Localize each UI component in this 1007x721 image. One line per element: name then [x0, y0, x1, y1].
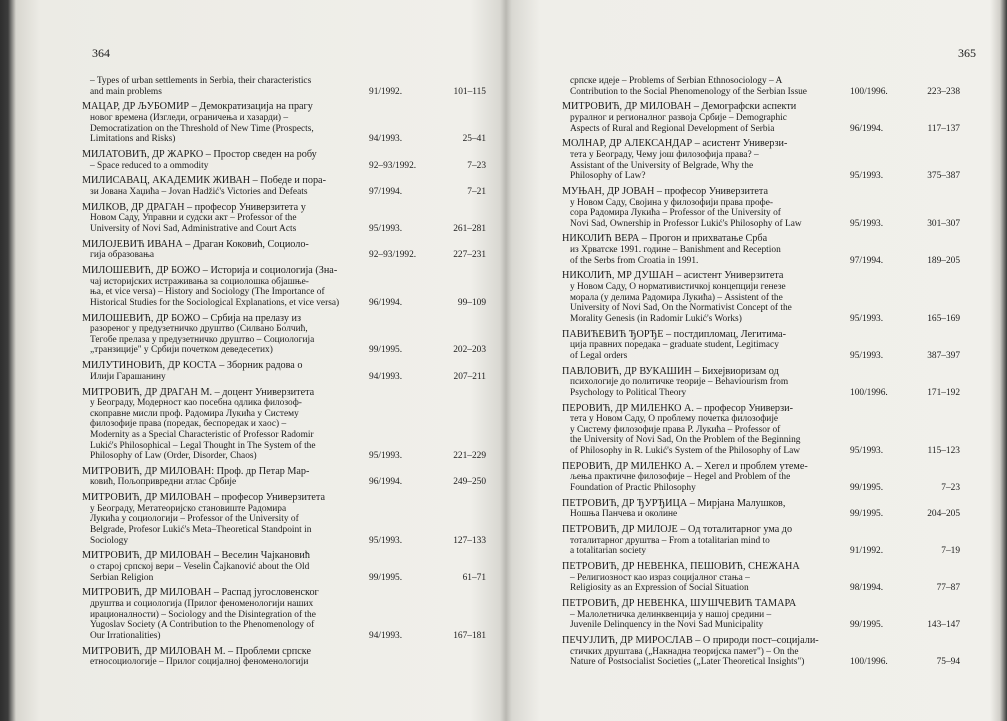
entry-line: у Београду, Модерност као посебна одлика филозоф- [90, 398, 302, 409]
entry-issue: 95/1993. [369, 535, 403, 546]
entry-text [82, 203, 352, 235]
entry-head: МИЛУТИНОВИЋ, ДР КОСТА – Зборник радова о [82, 360, 303, 372]
index-entry [82, 314, 486, 356]
entry-issue: 100/1996. [850, 657, 888, 668]
index-entry [562, 367, 972, 399]
entry-pages: 101–115 [453, 86, 486, 97]
entry-text [562, 599, 832, 631]
entry-text [562, 187, 832, 229]
entry-line: ковић, Пољопривредни атлас Србије [90, 477, 237, 488]
entry-line: Aspects of Rural and Regional Development of Serbia [570, 123, 775, 134]
entry-issue: 99/1995. [369, 572, 403, 583]
entry-line: – Types of urban settlements in Serbia, their characteristics [90, 76, 312, 86]
index-entry [82, 388, 486, 462]
entry-issue: 95/1993. [850, 350, 884, 361]
entry-line: Limitations and Risks) [90, 134, 176, 145]
entry-pages: 167–181 [453, 630, 486, 641]
entry-head: НИКОЛИЋ, МР ДУШАН – асистент Универзитета [562, 270, 784, 282]
entry-head: МИТРОВИЋ, ДР ДРАГАН М. – доцент Универзитета [82, 386, 315, 398]
entry-line: у Новом Саду, О нормативистичкој концепцији генезе [570, 282, 786, 293]
entry-issue: 98/1994. [850, 583, 884, 594]
entry-text [82, 266, 352, 308]
entry-text [562, 562, 832, 594]
entry-head: МИТРОВИЋ, ДР МИЛОВАН – Распад југословенског [82, 587, 319, 599]
entry-head: НИКОЛИЋ ВЕРА – Прогон и прихватање Срба [562, 233, 768, 245]
entry-text [562, 102, 832, 134]
entry-issue: 95/1993. [369, 451, 403, 462]
entry-pages: 202–203 [453, 345, 486, 356]
index-entry [82, 551, 486, 583]
entry-line: ирационалности) – Sociology and the Disintegration of the [90, 609, 316, 620]
entry-pages: 207–211 [453, 371, 486, 382]
entry-head: МИЛОШЕВИЋ, ДР БОЖО – Историја и социологија (Зна- [82, 265, 338, 277]
entry-line: Religiosity as an Expression of Social Situation [570, 583, 749, 594]
index-entry [82, 467, 486, 488]
index-entry [82, 493, 486, 546]
entry-text [562, 404, 832, 457]
entry-head: ПЕТРОВИЋ, ДР ЂУРЂИЦА – Мирјана Малушков, [562, 497, 786, 509]
index-entry [562, 499, 972, 520]
page-number: 365 [958, 46, 976, 60]
index-entry [82, 266, 486, 308]
entry-pages: 75–94 [936, 657, 960, 668]
page-number: 364 [92, 46, 110, 60]
entry-line: „транзиције" у Србији почетком деведесетих) [90, 345, 273, 356]
entry-line: друштва и социологија (Прилог феноменологији наших [90, 598, 314, 609]
entry-line: Contribution to the Social Phenomenology of the Serbian Issue [570, 86, 807, 97]
entry-line: Psychology to Political Theory [570, 387, 687, 398]
index-entry [562, 102, 972, 134]
entry-issue: 99/1995. [850, 509, 884, 520]
entry-pages: 115–123 [927, 445, 960, 456]
entry-line: у Систему филозофије права Р. Лукића – Professor of [570, 424, 781, 435]
entry-head: МИЛКОВ, ДР ДРАГАН – професор Универзитета у [82, 201, 306, 213]
entry-line: Ношња Панчева и околине [570, 509, 678, 520]
entry-line: Our Irrationalities) [90, 630, 161, 641]
index-entry [82, 203, 486, 235]
index-entry [82, 76, 486, 97]
entry-line: – Space reduced to a ommodity [90, 160, 209, 171]
entry-pages: 223–238 [927, 86, 960, 97]
entry-line: a totalitarian society [570, 546, 647, 557]
index-entry [562, 139, 972, 181]
entry-line: разореног у предузетничко друштво (Силвано Болчић, [90, 324, 308, 335]
index-entry [562, 462, 972, 494]
entry-text [82, 647, 352, 668]
entry-line: and main problems [90, 86, 162, 97]
entry-line: Historical Studies for the Sociological Explanations, et vice versa) [90, 297, 340, 308]
entry-text [82, 493, 352, 546]
entry-line: University of Novi Sad, Administrative and Court Acts [90, 223, 297, 234]
entry-head: МИЛОЈЕВИЋ ИВАНА – Драган Коковић, Социоло- [82, 238, 309, 250]
entry-head: МИЛИСАВАЦ, АКАДЕМИК ЖИВАН – Победе и пора- [82, 175, 326, 187]
entry-issue: 100/1996. [850, 86, 888, 97]
entry-head: ПЕРОВИЋ, ДР МИЛЕНКО А. – Хегел и проблем утеме- [562, 460, 808, 472]
entry-issue: 95/1993. [850, 218, 884, 229]
left-page [20, 0, 490, 721]
entry-text [562, 462, 832, 494]
entry-text [82, 150, 352, 171]
entry-line: Тегобе прелаза у предузетничко друштво – Социологија [90, 334, 315, 345]
entry-pages: 7–23 [467, 160, 486, 171]
entry-pages: 25–41 [462, 134, 486, 145]
entry-line: Assistant of the University of Belgrade, Why the [570, 160, 754, 171]
entry-pages: 261–281 [453, 223, 486, 234]
entry-head: МИТРОВИЋ, ДР МИЛОВАН: Проф. др Петар Мар- [82, 465, 310, 477]
entry-line: Lukić's Philosophical – Legal Thought in The System of the [90, 440, 316, 451]
entry-line: Philosophy of Law? [570, 171, 646, 182]
entry-line: Philosophy of Law (Order, Disorder, Chaos) [90, 451, 257, 462]
entry-line: Morality Genesis (in Radomir Lukić's Works) [570, 313, 742, 324]
entry-line: Novi Sad, Ownership in Professor Lukić's Philosophy of Law [570, 218, 802, 229]
entry-text [82, 551, 352, 583]
entry-line: – Малолетничка делинквенција у нашој средини – [570, 609, 772, 620]
entry-text [82, 102, 352, 144]
entry-text [82, 588, 352, 641]
entry-line: of Legal orders [570, 350, 628, 361]
entry-line: Yugoslav Society (A Contribution to the Phenomenology of [90, 620, 315, 631]
entry-head: МИТРОВИЋ, ДР МИЛОВАН – Веселин Чајкановић [82, 550, 310, 562]
entry-line: the University of Novi Sad, On the Problem of the Beginning [570, 435, 801, 446]
entry-line: гија образовања [90, 250, 155, 261]
entry-text [562, 76, 832, 97]
entry-text [82, 361, 352, 382]
entry-issue: 91/1992. [369, 86, 403, 97]
entry-text [82, 76, 352, 97]
entry-line: Sociology [90, 535, 129, 546]
entry-issue: 96/1994. [369, 477, 403, 488]
index-entry [562, 187, 972, 229]
entry-head: ПЕТРОВИЋ, ДР НЕВЕНКА, ШУШЧЕВИЋ ТАМАРА [562, 597, 797, 609]
entry-line: морала (у делима Радомира Лукића) – Assistent of the [570, 292, 783, 303]
index-entry [562, 562, 972, 594]
entry-line: Илији Гарашанину [90, 371, 166, 382]
entry-text [82, 388, 352, 462]
entry-issue: 99/1995. [850, 620, 884, 631]
entry-line: чај историјских истраживања за социолошка објашње- [90, 276, 309, 287]
entry-pages: 221–229 [453, 451, 486, 462]
entry-pages: 301–307 [927, 218, 960, 229]
entry-pages: 77–87 [936, 583, 960, 594]
entry-pages: 7–19 [941, 546, 960, 557]
entry-head: МОЛНАР, ДР АЛЕКСАНДАР – асистент Универзи- [562, 138, 788, 150]
index-entries [82, 76, 486, 673]
entry-line: психологије до политичке теорије – Behaviourism from [570, 377, 789, 388]
entry-line: зи Јована Хаџића – Jovan Hadžić's Victories and Defeats [90, 186, 308, 197]
index-entry [82, 150, 486, 171]
index-entry [562, 76, 972, 97]
entry-line: ња, et vice versa) – History and Sociology (The Importance of [90, 287, 325, 298]
entry-line: Foundation of Practic Philosophy [570, 482, 696, 493]
entry-head: МИЛАТОВИЋ, ДР ЖАРКО – Простор сведен на робу [82, 148, 317, 160]
entry-issue: 94/1993. [369, 630, 403, 641]
index-entry [562, 234, 972, 266]
entry-pages: 189–205 [927, 255, 960, 266]
entry-text [562, 499, 832, 520]
entry-text [562, 525, 832, 557]
entry-text [562, 330, 832, 362]
entry-issue: 95/1993. [369, 223, 403, 234]
entry-pages: 7–23 [941, 482, 960, 493]
entry-head: МУЊАН, ДР ЈОВАН – професор Универзитета [562, 185, 769, 197]
index-entry [82, 361, 486, 382]
entry-text [82, 314, 352, 356]
index-entry [82, 102, 486, 144]
entry-line: српске идеје – Problems of Serbian Ethnosociology – A [570, 76, 783, 86]
entry-line: Modernity as a Special Characteristic of Professor Radomir [90, 429, 314, 440]
entry-line: ција правних поредака – graduate student, Legitimacy [570, 340, 779, 351]
entry-line: у Београду, Метатеоријско становиште Радомира [90, 503, 287, 514]
entry-issue: 95/1993. [850, 171, 884, 182]
index-entry [562, 271, 972, 324]
entry-issue: 97/1994. [850, 255, 884, 266]
entry-head: ПЕТРОВИЋ, ДР НЕВЕНКА, ПЕШОВИЋ, СНЕЖАНА [562, 561, 800, 572]
entry-issue: 96/1994. [369, 297, 403, 308]
entry-head: МАЦАР, ДР ЉУБОМИР – Демократизација на прагу [82, 101, 313, 113]
entry-pages: 117–137 [927, 123, 960, 134]
entry-line: Лукића у социологији – Professor of the University of [90, 514, 299, 525]
entry-line: University of Novi Sad, On the Normativist Concept of the [570, 303, 792, 314]
entry-issue: 100/1996. [850, 387, 888, 398]
entry-text [82, 467, 352, 488]
entry-text [562, 367, 832, 399]
entry-pages: 387–397 [927, 350, 960, 361]
entry-text [562, 271, 832, 324]
entry-line: Новом Саду, Управни и судски акт – Professor of the [90, 213, 297, 224]
entry-pages: 204–205 [927, 509, 960, 520]
entry-text [82, 176, 352, 197]
entry-issue: 95/1993. [850, 313, 884, 324]
entry-issue: 99/1995. [850, 482, 884, 493]
entry-issue: 91/1992. [850, 546, 884, 557]
entry-pages: 127–133 [453, 535, 486, 546]
entry-pages: 99–109 [457, 297, 486, 308]
entry-issue: 94/1993. [369, 134, 403, 145]
entry-pages: 61–71 [462, 572, 486, 583]
entry-head: МИТРОВИЋ, ДР МИЛОВАН – професор Универзитета [82, 492, 326, 504]
entry-issue: 97/1994. [369, 186, 403, 197]
entry-head: МИТРОВИЋ, ДР МИЛОВАН – Демографски аспекти [562, 101, 797, 113]
entry-line: – Религиозност као израз социјалног стања – [570, 572, 750, 583]
right-page [520, 0, 990, 721]
entry-issue: 99/1995. [369, 345, 403, 356]
entry-pages: 7–21 [467, 186, 486, 197]
entry-head: ПЕРОВИЋ, ДР МИЛЕНКО А. – професор Универзи- [562, 402, 793, 414]
entry-line: филозофије права (поредак, беспоредак и хаос) – [90, 419, 287, 430]
index-entry [562, 599, 972, 631]
entry-text [562, 636, 832, 668]
entry-line: руралног и регионалног развоја Србије – Demographic [570, 112, 787, 123]
index-entries [562, 76, 972, 673]
entry-head: ПАВЛОВИЋ, ДР ВУКАШИН – Бихејвиоризам од [562, 365, 779, 377]
entry-line: у Новом Саду, Својина у филозофији права профе- [570, 197, 774, 208]
index-entry [562, 330, 972, 362]
entry-pages: 171–192 [927, 387, 960, 398]
entry-line: тоталитарног друштва – From a totalitarian mind to [570, 535, 770, 546]
entry-issue: 92–93/1992. [369, 250, 417, 261]
index-entry [562, 636, 972, 668]
index-entry [82, 176, 486, 197]
entry-pages: 143–147 [927, 620, 960, 631]
entry-line: стичких друштава („Накнадна теоријска памет") – On the [570, 646, 799, 657]
index-entry [82, 647, 486, 668]
entry-line: of the Serbs from Croatia in 1991. [570, 255, 699, 266]
entry-text [562, 139, 832, 181]
entry-pages: 227–231 [453, 250, 486, 261]
entry-text [562, 234, 832, 266]
entry-pages: 249–250 [453, 477, 486, 488]
entry-pages: 165–169 [927, 313, 960, 324]
entry-line: Belgrade, Profesor Lukić's Meta–Theoretical Standpoint in [90, 525, 312, 536]
entry-line: Democratization on the Threshold of New Time (Prospects, [90, 123, 314, 134]
index-entry [82, 240, 486, 261]
entry-text [82, 240, 352, 261]
entry-line: сора Радомира Лукића – Professor of the University of [570, 208, 781, 219]
entry-issue: 92–93/1992. [369, 160, 417, 171]
entry-line: Nature of Postsocialist Societies („Later Theoretical Insights") [570, 657, 805, 668]
entry-head: ПЕЧУЈЛИЋ, ДР МИРОСЛАВ – О природи пост–социјали- [562, 634, 819, 646]
entry-issue: 95/1993. [850, 445, 884, 456]
entry-head: ПАВИЋЕВИЋ ЂОРЂЕ – постдипломац, Легитима- [562, 328, 786, 340]
entry-head: МИТРОВИЋ, ДР МИЛОВАН М. – Проблеми српске [82, 645, 311, 657]
entry-issue: 94/1993. [369, 371, 403, 382]
entry-line: етносоциологије – Прилог социјалној феноменологији [90, 657, 309, 668]
entry-line: скоправне мисли проф. Радомира Лукића у Систему [90, 408, 299, 419]
entry-line: тета у Новом Саду, О проблему почетка филозофије [570, 414, 779, 425]
index-entry [82, 588, 486, 641]
entry-head: МИЛОШЕВИЋ, ДР БОЖО – Србија на прелазу из [82, 312, 301, 324]
index-entry [562, 525, 972, 557]
entry-line: о старој српској вери – Veselin Čajkanović about the Old [90, 562, 310, 572]
entry-line: из Хрватске 1991. године – Banishment and Reception [570, 245, 781, 256]
entry-line: новог времена (Изгледи, ограничења и хазарди) – [90, 112, 289, 123]
entry-line: Juvenile Delinquency in the Novi Sad Municipality [570, 620, 764, 631]
entry-line: Serbian Religion [90, 572, 154, 583]
entry-pages: 375–387 [927, 171, 960, 182]
entry-line: љења практичне филозофије – Hegel and Problem of the [570, 472, 791, 483]
entry-line: тета у Београду, Чему још филозофија права? – [570, 149, 759, 160]
index-entry [562, 404, 972, 457]
entry-head: ПЕТРОВИЋ, ДР МИЛОЈЕ – Од тоталитарног ума до [562, 524, 793, 536]
entry-issue: 96/1994. [850, 123, 884, 134]
entry-line: of Philosophy in R. Lukić's System of the Philosophy of Law [570, 445, 801, 456]
